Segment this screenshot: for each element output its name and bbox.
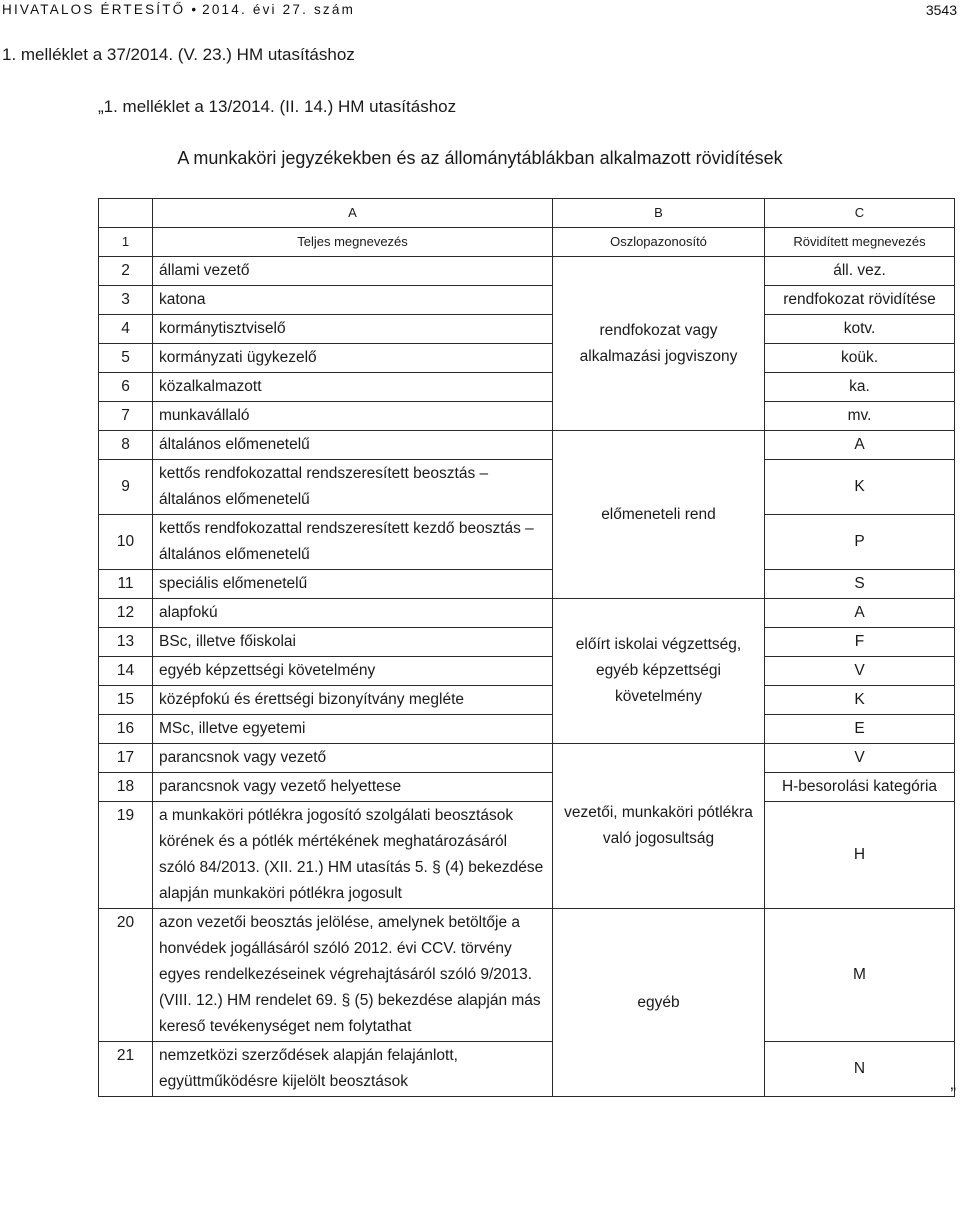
column-id-cell: vezetői, munkaköri pótlékra való jogosultság: [553, 744, 765, 909]
table-row: [99, 402, 955, 431]
abbreviation-cell: koük.: [765, 344, 955, 373]
full-name-cell: katona: [153, 286, 553, 315]
full-name-cell: állami vezető: [153, 257, 553, 286]
full-name-cell: kormánytisztviselő: [153, 315, 553, 344]
abbreviation-cell: mv.: [765, 402, 955, 431]
table-row: [99, 460, 955, 515]
table-row: [99, 802, 955, 909]
full-name-cell: alapfokú: [153, 599, 553, 628]
annex-line-2: „1. melléklet a 13/2014. (II. 14.) HM utasításhoz: [98, 97, 457, 116]
full-name-cell: közalkalmazott: [153, 373, 553, 402]
column-id-cell: rendfokozat vagy alkalmazási jogviszony: [553, 257, 765, 431]
table-row: [99, 515, 955, 570]
abbreviation-cell: F: [765, 628, 955, 657]
row-number: 15: [99, 686, 153, 715]
row-number: 13: [99, 628, 153, 657]
abbreviation-cell: V: [765, 744, 955, 773]
column-letter-b: B: [553, 199, 765, 228]
abbreviation-cell: V: [765, 657, 955, 686]
publication-name: HIVATALOS ÉRTESÍTŐ: [2, 2, 186, 17]
row-number: 11: [99, 570, 153, 599]
column-title-c: Rövidített megnevezés: [765, 228, 955, 257]
full-name-cell: kettős rendfokozattal rendszeresített beosztás – általános előmenetelű: [153, 460, 553, 515]
abbreviation-cell: S: [765, 570, 955, 599]
row-number: 8: [99, 431, 153, 460]
closing-quote: ”: [950, 1084, 956, 1103]
full-name-cell: kormányzati ügykezelő: [153, 344, 553, 373]
abbreviation-cell: rendfokozat rövidítése: [765, 286, 955, 315]
page-header: [2, 2, 355, 17]
row-number: 7: [99, 402, 153, 431]
table-row: [99, 431, 955, 460]
table-row: [99, 1042, 955, 1097]
row-number: 6: [99, 373, 153, 402]
table-row: [99, 373, 955, 402]
column-letter-c: C: [765, 199, 955, 228]
row-number: 3: [99, 286, 153, 315]
abbreviation-cell: K: [765, 686, 955, 715]
table-row: [99, 199, 955, 228]
table-row: [99, 228, 955, 257]
table-row: [99, 570, 955, 599]
abbreviation-cell: A: [765, 599, 955, 628]
full-name-cell: parancsnok vagy vezető: [153, 744, 553, 773]
table-row: [99, 909, 955, 1042]
table-row: [99, 599, 955, 628]
row-number: 20: [99, 909, 153, 1042]
abbreviation-cell: áll. vez.: [765, 257, 955, 286]
full-name-cell: nemzetközi szerződések alapján felajánlott, együttműködésre kijelölt beosztások: [153, 1042, 553, 1097]
row-number: 18: [99, 773, 153, 802]
column-title-a: Teljes megnevezés: [153, 228, 553, 257]
abbreviation-cell: A: [765, 431, 955, 460]
abbreviation-cell: ka.: [765, 373, 955, 402]
row-number: 12: [99, 599, 153, 628]
column-id-cell: egyéb: [553, 909, 765, 1097]
table-row: [99, 744, 955, 773]
corner-cell: [99, 199, 153, 228]
full-name-cell: MSc, illetve egyetemi: [153, 715, 553, 744]
row-number: 2: [99, 257, 153, 286]
row-number: 17: [99, 744, 153, 773]
abbreviation-cell: P: [765, 515, 955, 570]
column-letter-a: A: [153, 199, 553, 228]
abbreviation-cell: kotv.: [765, 315, 955, 344]
column-title-b: Oszlopazonosító: [553, 228, 765, 257]
abbreviation-cell: K: [765, 460, 955, 515]
full-name-cell: munkavállaló: [153, 402, 553, 431]
table-row: [99, 773, 955, 802]
issue-number: 2014. évi 27. szám: [202, 2, 356, 17]
row-number: 4: [99, 315, 153, 344]
full-name-cell: a munkaköri pótlékra jogosító szolgálati beosztások körének és a pótlék mértékének meghatározásáról szóló 84/2013. (XII. 21.) HM utasítás 5. § (4) bekezdése alapján munkaköri pótlékra jogosult: [153, 802, 553, 909]
full-name-cell: BSc, illetve főiskolai: [153, 628, 553, 657]
row-number: 19: [99, 802, 153, 909]
full-name-cell: általános előmenetelű: [153, 431, 553, 460]
table-row: [99, 715, 955, 744]
header-bullet: •: [191, 2, 197, 17]
row-number: 16: [99, 715, 153, 744]
row-number: 1: [99, 228, 153, 257]
row-number: 14: [99, 657, 153, 686]
abbreviations-table: [98, 198, 955, 1097]
column-id-cell: előmeneteli rend: [553, 431, 765, 599]
abbreviation-cell: H: [765, 802, 955, 909]
table-row: [99, 257, 955, 286]
table-row: [99, 686, 955, 715]
row-number: 5: [99, 344, 153, 373]
full-name-cell: parancsnok vagy vezető helyettese: [153, 773, 553, 802]
table-row: [99, 315, 955, 344]
abbreviation-cell: E: [765, 715, 955, 744]
abbreviation-cell: N: [765, 1042, 955, 1097]
column-id-cell: előírt iskolai végzettség, egyéb képzettségi követelmény: [553, 599, 765, 744]
table-row: [99, 344, 955, 373]
abbreviation-cell: M: [765, 909, 955, 1042]
abbreviation-cell: H-besorolási kategória: [765, 773, 955, 802]
table-row: [99, 628, 955, 657]
row-number: 9: [99, 460, 153, 515]
table-row: [99, 286, 955, 315]
row-number: 10: [99, 515, 153, 570]
full-name-cell: speciális előmenetelű: [153, 570, 553, 599]
document-title: A munkaköri jegyzékekben és az állománytáblákban alkalmazott rövidítések: [177, 148, 783, 168]
full-name-cell: kettős rendfokozattal rendszeresített kezdő beosztás – általános előmenetelű: [153, 515, 553, 570]
page-number: 3543: [925, 2, 957, 18]
full-name-cell: azon vezetői beosztás jelölése, amelynek betöltője a honvédek jogállásáról szóló 2012. évi CCV. törvény egyes rendelkezéseinek végrehajtásáról szóló 9/2013. (VIII. 12.) HM rendelet 69. § (5) bekezdése alapján más kereső tevékenységet nem folytathat: [153, 909, 553, 1042]
full-name-cell: középfokú és érettségi bizonyítvány megléte: [153, 686, 553, 715]
full-name-cell: egyéb képzettségi követelmény: [153, 657, 553, 686]
row-number: 21: [99, 1042, 153, 1097]
table-row: [99, 657, 955, 686]
annex-line-1: 1. melléklet a 37/2014. (V. 23.) HM utasításhoz: [2, 45, 355, 64]
